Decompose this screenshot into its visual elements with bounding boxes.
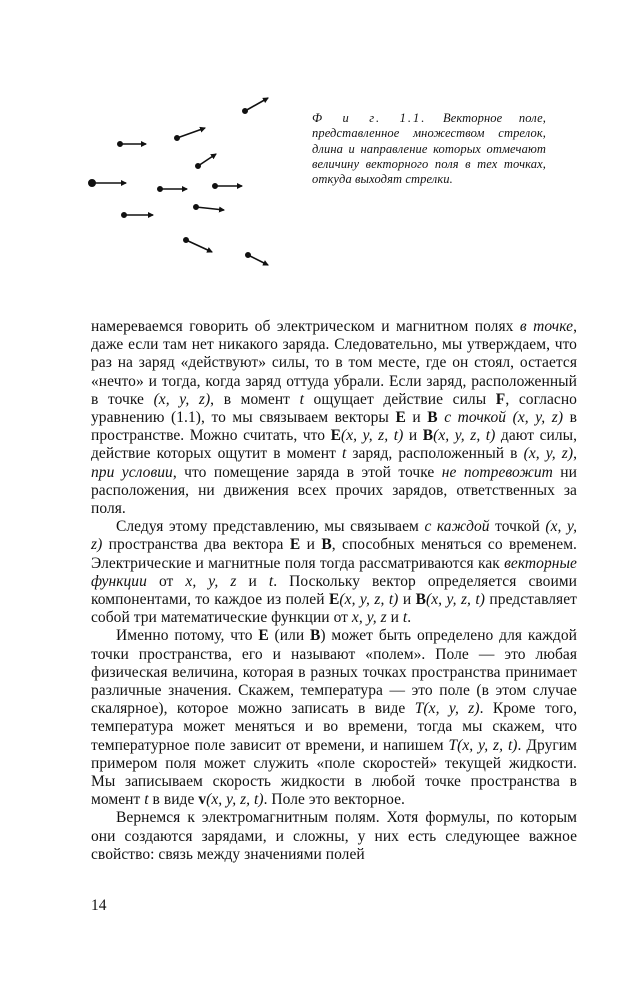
field-arrow (177, 128, 205, 138)
text-run: и (403, 427, 423, 445)
text-run: (x, y, z, t) (206, 791, 264, 809)
text-run: (x, y, z) (523, 445, 574, 463)
text-run: x, y, z (185, 572, 237, 590)
text-run: (или (268, 627, 311, 645)
text-run: пространства два вектора (102, 536, 290, 554)
text-run: ни расположения, ни движения всех прочих зарядов, ответственных за поля. (91, 463, 577, 518)
text-run: . (407, 609, 412, 627)
vector-field-arrows (80, 88, 285, 278)
text-run: , согласно уравнению (1.1), то мы связываем векторы (91, 390, 577, 427)
text-run: E (330, 427, 342, 445)
figure-caption-text: Векторное поле, представленное множеством стрелок, длина и направление которых отмечают величину векторного поля в тех точках, откуда выходят стрелки. (312, 111, 546, 187)
text-run: и (405, 409, 428, 427)
text-run: от (146, 572, 186, 590)
text-run: . Кроме того, температура может меняться и во времени, тогда мы скажем, что температурное поле зависит от времени, и напишем (91, 700, 577, 754)
text-run: B (422, 427, 434, 445)
text-run: заряд, расположенный в (346, 445, 524, 463)
text-run: B (310, 627, 321, 645)
text-run: t (402, 609, 408, 627)
text-run: (x, y, z, t) (433, 427, 496, 445)
text-run: точкой (489, 518, 546, 536)
field-arrow (245, 98, 268, 111)
text-run: t (341, 445, 347, 463)
text-run: ощущает действие силы (303, 390, 496, 408)
paragraph (91, 627, 577, 809)
paragraph (91, 809, 577, 864)
text-run: v (198, 791, 207, 809)
field-arrow (198, 154, 216, 166)
field-arrow (248, 255, 268, 265)
text-run: E (329, 591, 340, 609)
text-run: (x, y, z, t) (339, 591, 399, 609)
text-run: . Поскольку вектор определяется своими компонентами, то каждое из полей (91, 572, 577, 609)
text-run: , даже если там нет никакого заряда. Следовательно, мы утверждаем, что раз на заряд «действуют» силы, то в том месте, где он стоял, остается «нечто» и тогда, когда заряд оттуда убрали. Если заряд, расположенный в точке (91, 318, 577, 408)
text-run: Следуя этому представлению, мы связываем (116, 518, 425, 536)
figure-caption (312, 111, 546, 187)
text-run: T(x, y, z, t) (448, 736, 518, 754)
text-run: (x, y, z) (91, 518, 577, 554)
text-run: Вернемся к электромагнитным полям. Хотя формулы, по которым они создаются зарядами, и сложны, у них есть следующее важное свойство: связь между значениями полей (91, 809, 577, 863)
text-run: векторные функции (91, 554, 577, 590)
text-run: и (398, 591, 416, 609)
text-run: и (300, 536, 322, 554)
text-run: x, y, z (351, 609, 387, 627)
text-run: B (427, 409, 438, 427)
text-run: и (236, 572, 269, 590)
text-run: (x, y, z, t) (341, 427, 404, 445)
text-run: . Поле это векторное. (263, 791, 405, 809)
text-run: , что помещение заряда в этой точке (172, 463, 442, 481)
text-run: B (321, 536, 332, 554)
text-run: при условии (91, 463, 173, 481)
text-run: ) может быть определено для каждой точки пространства, его и называют «полем». Поле — это любая физическая величина, которая в разных точках пространства принимает различные значения. Скажем, температура — это поле (в этом случае скалярное), которое можно записать в виде (91, 627, 577, 718)
text-run: (x, y, z) (153, 390, 211, 408)
text-run: с каждой (424, 518, 490, 536)
field-arrow (186, 240, 212, 252)
text-run: в пространстве. Можно считать, что (91, 409, 577, 445)
text-run: дают силы, действие которых ощутит в момент (91, 427, 578, 463)
text-run: t (299, 390, 304, 408)
text-run: (x, y, z, t) (426, 591, 485, 609)
vector-field-figure (80, 88, 285, 278)
paragraph (91, 318, 577, 518)
text-run: в виде (148, 791, 199, 809)
text-run: T(x, y, z) (414, 700, 480, 718)
text-run: , в момент (210, 390, 300, 408)
text-run: представляет собой три математические функции от (91, 591, 577, 627)
text-run: с точкой (x, y, z) (444, 409, 564, 427)
text-run: E (289, 536, 301, 554)
text-run: B (415, 591, 427, 609)
text-run: , (573, 445, 577, 463)
text-run: t (268, 572, 274, 590)
text-run: , способных меняться со временем. Электрические и магнитные поля тогда рассматриваются как (91, 536, 577, 572)
text-run: и (386, 609, 403, 627)
body-text (91, 318, 577, 864)
text-run: F (495, 390, 506, 408)
field-arrow (196, 207, 224, 210)
text-run: Именно потому, что (116, 627, 259, 645)
text-run: E (395, 409, 406, 427)
text-run: не потревожит (441, 463, 553, 481)
text-run: t (144, 791, 149, 809)
text-run: E (258, 627, 269, 645)
figure-label: Ф и г. 1.1. (312, 111, 427, 125)
text-run: в точке (519, 318, 574, 335)
text-run: намереваемся говорить об электрическом и магнитном полях (91, 318, 520, 335)
page-number: 14 (91, 897, 107, 914)
text-run: . Другим примером поля может служить «поле скоростей» текущей жидкости. Мы записываем скорость жидкости в любой точке пространства в момент (91, 736, 577, 809)
paragraph (91, 518, 577, 627)
